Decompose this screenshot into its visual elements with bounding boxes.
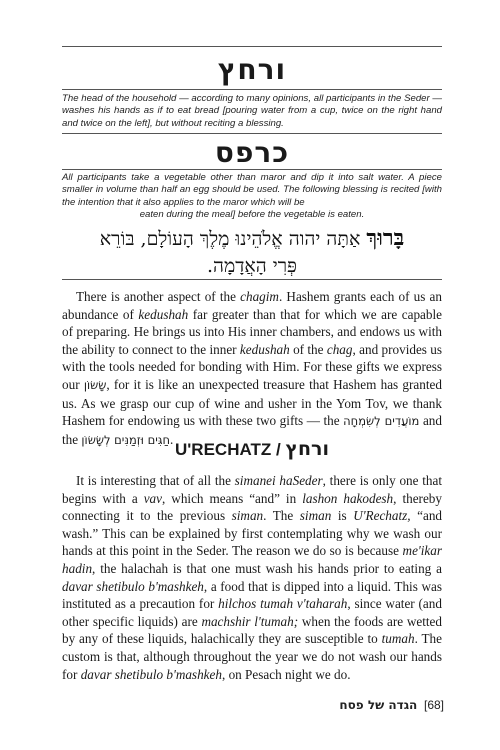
p2-term: tumah — [381, 631, 415, 647]
karpas-top-rule — [62, 133, 442, 134]
p2-term: siman — [231, 508, 264, 524]
p2-text: It is interesting that of all the — [76, 473, 235, 488]
p2-text: , there is only one that begins with a — [62, 473, 442, 506]
p1-hebrew: שָׂשׂוֹן — [83, 377, 107, 392]
p2-text: , a food that is dipped into a liquid. This was instituted as a precaution for — [62, 578, 442, 612]
p2-term: machshir l'tumah; — [201, 613, 299, 629]
p1-term: chagim — [240, 289, 279, 304]
p1-text: and the — [62, 413, 442, 447]
p2-text: when the foods are wetted by any of these liquids, halachically they are susceptible to — [62, 613, 443, 647]
p2-text: . The custom is that, although throughout the year we do not wash our hands for — [62, 631, 442, 682]
section-heading-latin: U'RECHATZ / — [174, 440, 281, 459]
blessing-line-1 — [62, 225, 442, 253]
p1-text: There is another aspect of the — [76, 289, 241, 304]
p1-term: kedushah — [138, 306, 189, 322]
paragraph-chagim — [62, 288, 442, 449]
p1-term: kedushah — [239, 341, 290, 357]
p2-text: , the halachah is that one must wash his hands prior to eating a — [92, 560, 442, 576]
blessing-line-2: פְּרִי הָאֲדָמָה. — [206, 255, 297, 277]
p1-text: of the — [289, 341, 327, 357]
karpas-rule — [62, 169, 442, 170]
blessing-first-word: בָּרוּךְ — [366, 225, 405, 251]
p2-term: hilchos tumah v'taharah — [218, 596, 348, 612]
p1-text: far greater than that for which we are capable of preparing. He brings us into His inner chambers, and endows us with the ability to connect to the inner — [62, 306, 442, 357]
karpas-instruction-last: eaten during the meal] before the vegetable is eaten. — [139, 209, 365, 221]
p1-hebrew: חַגִּים וּזְמַנִּים לְשָׂשׂוֹן — [81, 432, 171, 447]
section-heading — [62, 438, 442, 460]
urchatz-rule — [62, 89, 442, 90]
urchatz-instruction: The head of the household — according to many opinions, all participants in the Seder — washes his hands as if to eat bread [pouring water from a cup, twice on the right hand and twice on the left], but without reciting a blessing. — [62, 93, 442, 129]
p1-text: . Hashem grants each of us an abundance of — [62, 289, 442, 322]
p2-text: , which means “and” in — [162, 490, 303, 506]
page-footer — [339, 698, 444, 712]
blessing-line-1-rest: אַתָּה יהוה אֱלֹהֵינוּ מֶלֶךְ הָעוֹלָם, בּוֹרֵא — [99, 228, 361, 250]
karpas-title: כרפס — [214, 136, 290, 169]
p1-text: , and provides us with the tools needed for bonding with Him. For these gifts we express our — [62, 341, 442, 392]
p2-text: , since water (and other specific liquids) are — [62, 596, 442, 629]
p2-term: U'Rechatz, — [353, 508, 411, 524]
blessing-bottom-rule — [62, 279, 442, 280]
p2-text: , on Pesach night we do. — [221, 666, 351, 682]
p2-term: vav — [143, 490, 163, 506]
karpas-instruction — [62, 172, 442, 222]
page-number: [68] — [423, 698, 444, 712]
p2-term: siman — [299, 508, 332, 524]
p2-text: , thereby connecting it to the previous — [62, 490, 442, 524]
p2-term: me'ikar hadin — [62, 543, 442, 576]
p1-hebrew: מוֹעֲדִים לְשִׂמְחָה — [343, 414, 420, 429]
p1-text: , for it is like an unexpected treasure that Hashem has granted us. As we grasp our cup of wine and usher in the Yom Tov, we thank Hashem for endowing us with these two gifts — the — [62, 376, 442, 429]
p2-text: “and wash.” This can be explained by first contemplating why we wash our hands at this point in the Seder. The reason we do so is because — [62, 508, 443, 559]
p2-text: is — [331, 508, 354, 524]
p2-term: davar shetibulo b'mashkeh — [80, 666, 222, 682]
p2-term: lashon hakodesh — [302, 490, 394, 506]
karpas-instruction-main: All participants take a vegetable other than maror and dip it into salt water. A piece smaller in volume than half an egg should be used. The following blessing is recited [with the intention that it also applies to the maror which will be — [62, 172, 442, 208]
top-rule — [62, 46, 442, 47]
p1-text: . — [170, 431, 174, 447]
urchatz-title: ורחץ — [217, 53, 287, 86]
karpas-blessing — [62, 225, 442, 280]
section-heading-hebrew: ורחץ — [285, 438, 330, 460]
paragraph-urechatz — [62, 472, 442, 683]
p2-term: simanei haSeder — [234, 473, 323, 488]
p1-term: chag — [326, 341, 353, 357]
p2-text: . The — [263, 508, 300, 524]
p2-term: davar shetibulo b'mashkeh — [62, 578, 204, 594]
footer-title: הגדה של פסח — [339, 698, 418, 712]
